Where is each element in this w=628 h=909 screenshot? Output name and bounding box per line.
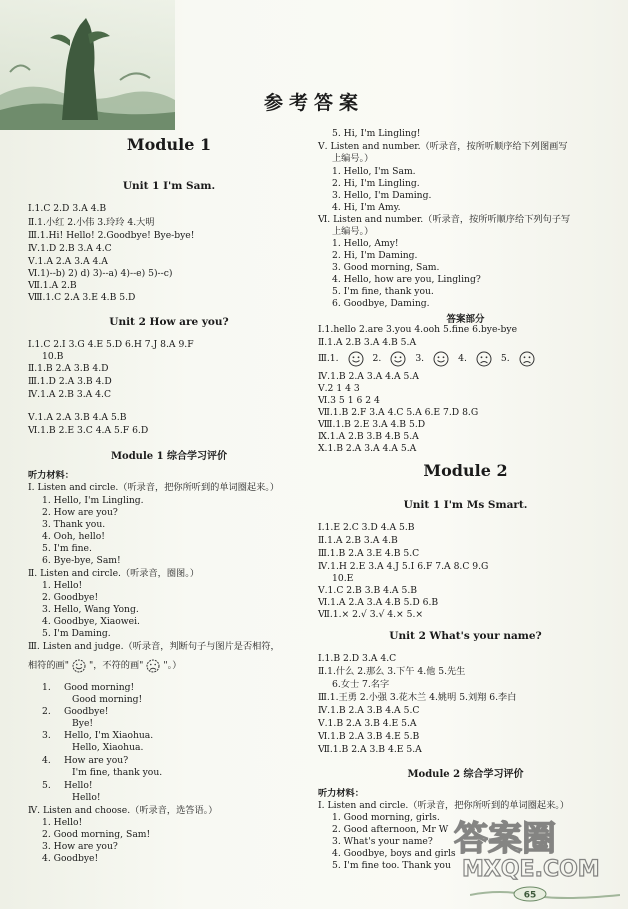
- listening-item: 3. Thank you.: [42, 519, 106, 530]
- watermark-logo: [448, 810, 623, 880]
- answer-line: Ⅲ.1.王勇 2.小强 3.花木兰 4.姚明 5.刘翔 6.李白: [318, 692, 517, 703]
- module2-eval-heading: Module 2 综合学习评价: [407, 769, 524, 780]
- answer-line: Ⅸ.1.A 2.B 3.B 4.B 5.A: [318, 431, 419, 442]
- listening-item: 5. I'm fine, thank you.: [332, 286, 434, 297]
- dialog-line: Bye!: [72, 718, 94, 729]
- answer-line: Ⅵ.1.B 2.A 3.B 4.E 5.B: [318, 731, 420, 742]
- listening-item: 4. Hello, how are you, Lingling?: [332, 274, 481, 285]
- answer-line: Ⅰ.1.hello 2.are 3.you 4.ooh 5.fine 6.bye-bye: [318, 324, 518, 335]
- dialog-line: Hello!: [72, 792, 101, 803]
- answer-line: Ⅳ.1.D 2.B 3.A 4.C: [28, 243, 112, 254]
- answer-line: Ⅱ.1.小红 2.小伟 3.玲玲 4.大明: [28, 217, 155, 228]
- dialog-line: Good morning!: [72, 694, 143, 705]
- answer-line: Ⅵ.1.B 2.E 3.C 4.A 5.F 6.D: [28, 425, 149, 436]
- listening-item: 3. Good morning, Sam.: [332, 262, 440, 273]
- answer-line: Ⅳ.1.B 2.A 3.A 4.A 5.A: [318, 371, 419, 382]
- answer-line: Ⅲ.1.B 2.A 3.E 4.B 5.C: [318, 548, 420, 559]
- dialog-line: Goodbye!: [64, 706, 109, 717]
- answer-section-heading: 答案部分: [446, 314, 485, 325]
- answer-line: Ⅱ.1.A 2.B 3.A 4.B: [318, 535, 398, 546]
- listening-item: 2. Good afternoon, Mr W: [332, 824, 449, 835]
- answer-line: Ⅰ.1.C 2.I 3.G 4.E 5.D 6.H 7.J 8.A 9.F: [28, 339, 194, 350]
- answer-label: 4.: [458, 353, 467, 364]
- answer-line: Ⅷ.1.B 2.E 3.A 4.B 5.D: [318, 419, 426, 430]
- answer-line: Ⅳ.1.A 2.B 3.A 4.C: [28, 389, 111, 400]
- listening-item: 3. How are you?: [42, 841, 118, 852]
- module1-eval-heading: Module 1 综合学习评价: [110, 451, 228, 462]
- smile-face-icon: [347, 351, 365, 367]
- listening-item: 3. Hello, Wang Yong.: [42, 604, 139, 615]
- smile-face-icon: [432, 351, 450, 367]
- page-number-footer: [470, 883, 620, 903]
- answer-line-faces: [318, 351, 536, 367]
- watermark-subtext: MXQE.COM: [462, 857, 600, 880]
- listening-item: 1. Hello, I'm Sam.: [332, 166, 416, 177]
- answer-line: Ⅶ.1.A 2.B: [28, 280, 77, 291]
- listening-item: 5. I'm fine.: [42, 543, 92, 554]
- answer-line: Ⅱ.1.A 2.B 3.A 4.B 5.A: [318, 337, 417, 348]
- listening-item: 1. Hello!: [42, 580, 83, 591]
- dialog-number: 2.: [42, 706, 51, 717]
- dialog-line: Hello!: [64, 780, 93, 791]
- answer-line: Ⅵ.1.A 2.A 3.A 4.B 5.D 6.B: [318, 597, 439, 608]
- sad-face-icon: [145, 659, 161, 673]
- answer-line: Ⅰ.1.C 2.D 3.A 4.B: [28, 203, 107, 214]
- section-instruction: 上编号。）: [332, 226, 374, 237]
- listening-item: 5. I'm Daming.: [42, 628, 111, 639]
- listening-item: 2. Good morning, Sam!: [42, 829, 151, 840]
- answer-line: Ⅶ.1.B 2.A 3.B 4.E 5.A: [318, 744, 422, 755]
- instruction-text: "，不符的画": [88, 660, 144, 671]
- page-title: 参考答案: [263, 92, 364, 114]
- sad-face-icon: [475, 351, 493, 367]
- answer-line: Ⅳ.1.B 2.A 3.B 4.A 5.C: [318, 705, 420, 716]
- listening-item: 2. Hi, I'm Daming.: [332, 250, 418, 261]
- watermark-text: 答案圈: [454, 819, 556, 859]
- answer-label: Ⅲ.1.: [318, 353, 339, 364]
- dialog-number: 1.: [42, 682, 51, 693]
- section-instruction: Ⅰ. Listen and circle.（听录音，把你所听到的单词圈起来。）: [28, 482, 280, 493]
- answer-label: 5.: [500, 353, 510, 364]
- section-instruction: Ⅵ. Listen and number.（听录音，按所听顺序给下列句子写: [318, 214, 571, 225]
- section-instruction-faces: [28, 659, 181, 673]
- m2-unit2-heading: Unit 2 What's your name?: [389, 630, 542, 642]
- answer-line: Ⅴ.1.C 2.B 3.B 4.A 5.B: [318, 585, 417, 596]
- listening-item: 4. Goodbye!: [42, 853, 99, 864]
- listening-item: 4. Goodbye, boys and girls: [332, 848, 456, 859]
- listening-item: 1. Hello, I'm Lingling.: [42, 495, 144, 506]
- section-instruction: Ⅴ. Listen and number.（听录音，按所听顺序给下列图画写: [318, 141, 568, 152]
- answer-line: 10.E: [332, 573, 354, 584]
- dialog-line: Hello, Xiaohua.: [72, 742, 144, 753]
- dialog-number: 5.: [42, 780, 51, 791]
- answer-line: Ⅴ.2 1 4 3: [318, 383, 360, 394]
- module1-heading: Module 1: [126, 135, 212, 154]
- sad-face-icon: [518, 351, 536, 367]
- listening-label: 听力材料：: [28, 470, 74, 481]
- listening-item: 2. Goodbye!: [42, 592, 99, 603]
- answer-line: 10.B: [42, 351, 64, 362]
- listening-item: 5. Hi, I'm Lingling!: [332, 128, 421, 139]
- listening-item: 2. How are you?: [42, 507, 118, 518]
- listening-item: 1. Hello!: [42, 817, 83, 828]
- answer-line: Ⅷ.1.C 2.A 3.E 4.B 5.D: [28, 292, 136, 303]
- listening-item: 4. Goodbye, Xiaowei.: [42, 616, 140, 627]
- dialog-line: Hello, I'm Xiaohua.: [64, 730, 154, 741]
- answer-line: Ⅵ.3 5 1 6 2 4: [318, 395, 380, 406]
- dialog-number: 4.: [42, 755, 51, 766]
- listening-item: 4. Hi, I'm Amy.: [332, 202, 401, 213]
- section-instruction: 上编号。）: [332, 153, 374, 164]
- answer-label: 3.: [415, 353, 425, 364]
- listening-item: 6. Bye-bye, Sam!: [42, 555, 121, 566]
- dialog-line: How are you?: [64, 755, 129, 766]
- answer-line: Ⅱ.1.B 2.A 3.B 4.D: [28, 363, 109, 374]
- listening-item: 5. I'm fine too. Thank you: [332, 860, 451, 871]
- instruction-text: "。）: [163, 660, 182, 671]
- answer-label: 2.: [372, 353, 382, 364]
- answer-line: Ⅴ.1.A 2.A 3.A 4.A: [28, 256, 108, 267]
- listening-item: 3. What's your name?: [332, 836, 433, 847]
- answer-line: Ⅳ.1.H 2.E 3.A 4.J 5.I 6.F 7.A 8.C 9.G: [318, 561, 489, 572]
- m2-unit1-heading: Unit 1 I'm Ms Smart.: [403, 499, 528, 511]
- answer-line: Ⅶ.1.× 2.√ 3.√ 4.× 5.×: [318, 609, 424, 620]
- section-instruction: Ⅳ. Listen and choose.（听录音，选答语。）: [28, 805, 218, 816]
- listening-item: 4. Ooh, hello!: [42, 531, 105, 542]
- smile-face-icon: [71, 659, 87, 673]
- listening-label: 听力材料：: [318, 788, 364, 799]
- listening-item: 1. Good morning, girls.: [332, 812, 440, 823]
- listening-item: 1. Hello, Amy!: [332, 238, 399, 249]
- listening-item: 6. Goodbye, Daming.: [332, 298, 430, 309]
- section-instruction: Ⅰ. Listen and circle.（听录音，把你所听到的单词圈起来。）: [318, 800, 570, 811]
- dialog-line: I'm fine, thank you.: [72, 767, 163, 778]
- answer-line: Ⅴ.1.B 2.A 3.B 4.E 5.A: [318, 718, 417, 729]
- dialog-number: 3.: [42, 730, 51, 741]
- smile-face-icon: [389, 351, 407, 367]
- answer-line: Ⅰ.1.E 2.C 3.D 4.A 5.B: [318, 522, 415, 533]
- answer-line: Ⅵ.1)--b) 2) d) 3)--a) 4)--e) 5)--c): [28, 268, 173, 279]
- module2-heading: Module 2: [423, 461, 508, 480]
- instruction-text: 相符的画": [28, 660, 69, 671]
- answer-line: Ⅴ.1.A 2.A 3.B 4.A 5.B: [28, 412, 127, 423]
- listening-item: 3. Hello, I'm Daming.: [332, 190, 432, 201]
- answer-line: Ⅹ.1.B 2.A 3.A 4.A 5.A: [318, 443, 417, 454]
- unit1-heading: Unit 1 I'm Sam.: [122, 180, 216, 192]
- answer-line: Ⅰ.1.B 2.D 3.A 4.C: [318, 653, 397, 664]
- answer-line: Ⅲ.1.Hi! Hello! 2.Goodbye! Bye-bye!: [28, 230, 195, 241]
- dialog-line: Good morning!: [64, 682, 135, 693]
- page-number: 65: [523, 890, 537, 901]
- answer-line: Ⅱ.1.什么 2.那么 3.下午 4.他 5.先生: [318, 666, 466, 677]
- answer-line: Ⅲ.1.D 2.A 3.B 4.D: [28, 376, 112, 387]
- section-instruction: Ⅲ. Listen and judge.（听录音，判断句子与图片是否相符，: [28, 641, 280, 652]
- section-instruction: Ⅱ. Listen and circle.（听录音，圈图。）: [28, 568, 200, 579]
- answer-line: 6.女士 7.名字: [332, 679, 390, 690]
- unit2-heading: Unit 2 How are you?: [109, 316, 229, 328]
- answer-line: Ⅶ.1.B 2.F 3.A 4.C 5.A 6.E 7.D 8.G: [318, 407, 479, 418]
- listening-item: 2. Hi, I'm Lingling.: [332, 178, 420, 189]
